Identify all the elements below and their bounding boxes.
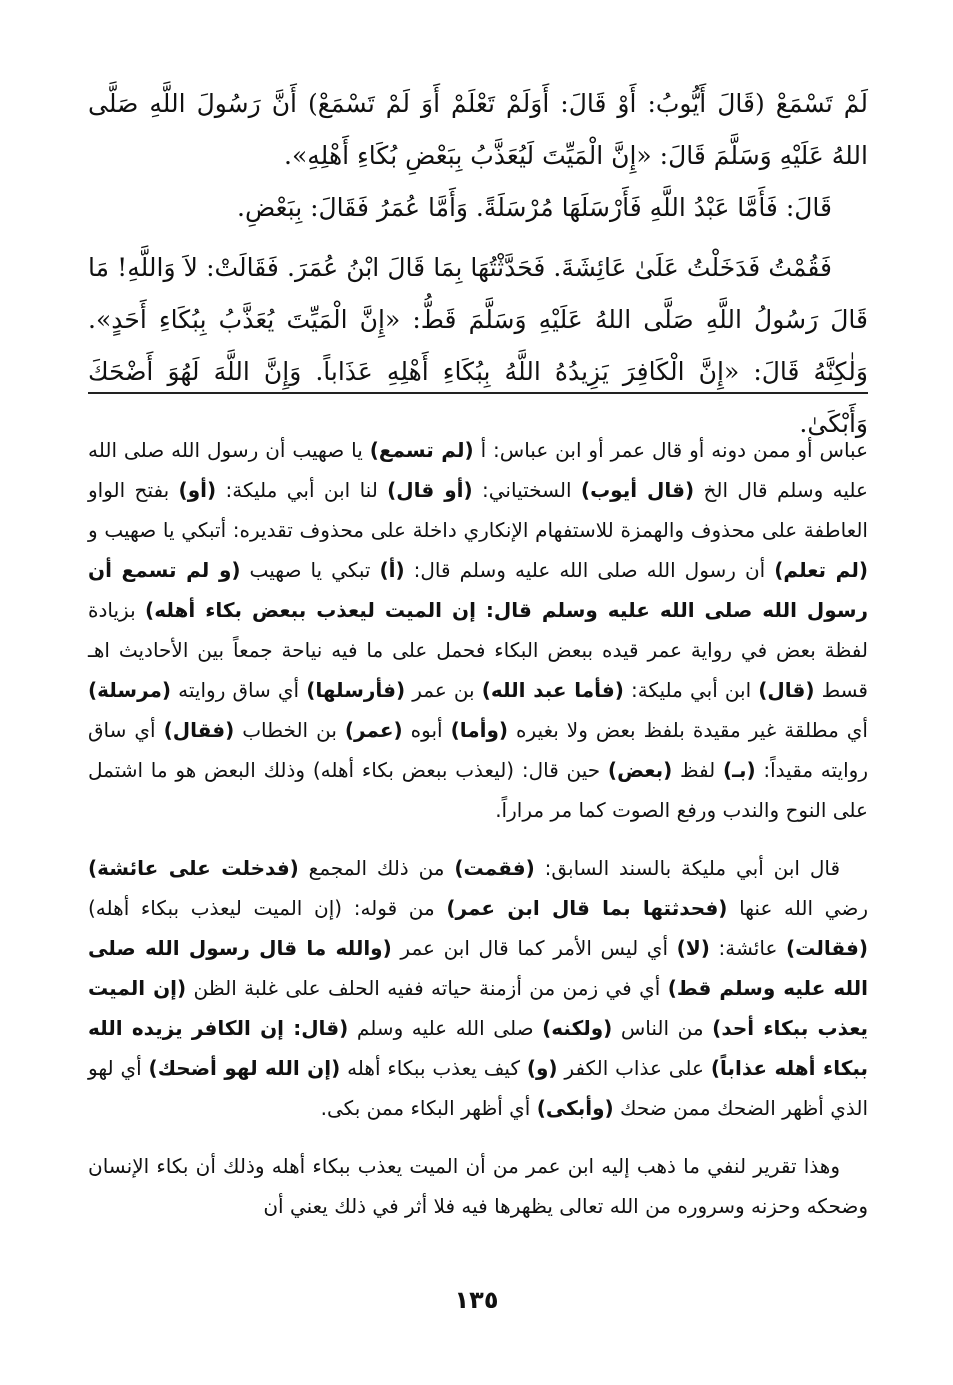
text-segment: يا صهيب أن رسول الله صلى الله عليه وسلم قال الخ — [88, 438, 868, 502]
bold-quote-segment: (وأبكى) — [536, 1096, 614, 1120]
text-segment: صلى الله عليه وسلم — [348, 1016, 543, 1040]
text-segment: عائشة: — [709, 936, 787, 960]
bold-quote-segment: (بـ) — [723, 758, 756, 782]
text-segment: لفظ — [672, 758, 723, 782]
bold-quote-segment: (فقمت) — [454, 856, 535, 880]
bold-quote-segment: (فأما عبد الله) — [481, 678, 624, 702]
text-segment: رضي الله عنها — [727, 896, 868, 920]
hadith-paragraph: لَمْ تَسْمَعْ (قَالَ أَيُّوبُ: أَوْ قَالَ: أَوَلَمْ تَعْلَمْ أَوَ لَمْ تَسْمَعْ) أَنَّ رَسُولَ اللَّهِ صَلَّى اللهُ عَلَيْهِ وَسَلَّمَ قَالَ: «إِنَّ الْمَيِّتَ لَيُعَذَّبُ بِبَعْضِ بُكَاءِ أَهْلِهِ». — [88, 89, 868, 170]
text-segment: قال ابن أبي مليكة بالسند السابق: — [534, 856, 841, 880]
text-segment: أي ساق روايته — [171, 678, 307, 702]
bold-quote-segment: (إن الميت يعذب ببكاء أحد) — [88, 976, 868, 1040]
bold-quote-segment: (أ) — [379, 558, 405, 582]
text-segment: من قوله: (إن الميت ليعذب ببكاء أهله) — [88, 896, 447, 920]
bold-quote-segment: (أو) — [178, 478, 217, 502]
text-segment: السختياني: — [472, 478, 581, 502]
commentary-paragraph — [88, 430, 868, 830]
text-segment: أي مطلقة غير مقيدة بلفظ بعض ولا بغيره — [508, 718, 868, 742]
page-number: ١٣٥ — [454, 1286, 499, 1314]
text-segment: لنا ابن أبي مليكة: — [216, 478, 388, 502]
bold-quote-segment: (و لم تسمع أن رسول الله صلى الله عليه وسلم قال: إن الميت ليعذب ببعض بكاء أهله) — [88, 558, 868, 622]
text-segment: ابن أبي مليكة: — [623, 678, 759, 702]
bold-quote-segment: (بعض) — [607, 758, 673, 782]
commentary-paragraph — [88, 848, 868, 1128]
text-segment: من ذلك المجمع — [298, 856, 455, 880]
text-segment: بن عمر — [405, 678, 482, 702]
bold-quote-segment: (قال أيوب) — [580, 478, 695, 502]
text-segment: بزيادة لفظة بعض في رواية عمر قيده ببعض البكاء فحمل على ما فيه نياحة جمعاً بين الأحاديث اهـ قسط — [88, 598, 868, 702]
bold-quote-segment: (لم تسمع) — [369, 438, 474, 462]
bold-quote-segment: (و) — [526, 1056, 558, 1080]
hadith-paragraph: قَالَ: فَأَمَّا عَبْدُ اللَّهِ فَأَرْسَلَهَا مُرْسَلَةً. وَأَمَّا عُمَرُ فَقَالَ: بِبَعْضِ. — [237, 193, 832, 222]
commentary-paragraph — [88, 1146, 868, 1226]
text-segment: بن الخطاب — [234, 718, 345, 742]
footnote-divider — [88, 392, 868, 394]
bold-quote-segment: (فقالت) — [786, 936, 868, 960]
bold-quote-segment: (مرسلة) — [88, 678, 172, 702]
bold-quote-segment: (عمر) — [344, 718, 403, 742]
bold-quote-segment: (لم تعلم) — [774, 558, 869, 582]
hadith-paragraph: فَقُمْتُ فَدَخَلْتُ عَلَىٰ عَائِشَةَ. فَحَدَّثْتُهَا بِمَا قَالَ ابْنُ عُمَرَ. فَقَالَتْ: لاَ وَاللَّهِ! مَا قَالَ رَسُولُ اللَّهِ صَلَّى اللهُ عَلَيْهِ وَسَلَّمَ قَطُّ: «إِنَّ الْمَيِّتَ يُعَذَّبُ بِبُكَاءِ أَحَدٍ». وَلٰكِنَّهُ قَالَ: «إِنَّ الْكَافِرَ يَزِيدُهُ اللَّهُ بِبُكَاءِ أَهْلِهِ عَذَاباً. وَإِنَّ اللَّهَ لَهُوَ أَضْحَكَ وَأَبْكَىٰ. — [88, 253, 868, 438]
text-segment: بفتح الواو العاطفة على محذوف والهمزة للاستفهام الإنكاري داخلة على محذوف تقديره: أتبكي يا صهيب و — [88, 478, 868, 542]
bold-quote-segment: (فحدثتها بما قال ابن عمر) — [446, 896, 728, 920]
text-segment: وهذا تقرير لنفي ما ذهب إليه ابن عمر من أن الميت يعذب ببكاء أهله وذلك أن بكاء الإنسان وضحكه وحزنه وسروره من الله تعالى يظهرها فيه فلا أثر في ذلك يعني أن — [88, 1154, 868, 1218]
bold-quote-segment: (وأما) — [450, 718, 509, 742]
bold-quote-segment: (قال: إن الكافر يزيده الله ببكاء أهله عذاباً) — [88, 1016, 869, 1080]
bold-quote-segment: (أو قال) — [387, 478, 473, 502]
text-segment: أي أظهر البكاء ممن بكى. — [320, 1096, 537, 1120]
text-segment: كيف يعذب ببكاء أهله — [340, 1056, 527, 1080]
bold-quote-segment: (فدخلت على عائشة) — [88, 856, 299, 880]
text-segment: أي ليس الأمر كما قال ابن عمر — [391, 936, 677, 960]
bold-quote-segment: (فأرسلها) — [306, 678, 406, 702]
bold-quote-segment: (والله ما قال رسول الله صلى الله عليه وسلم قط) — [88, 936, 869, 1000]
text-segment: أن رسول الله صلى الله عليه وسلم قال: — [404, 558, 775, 582]
bold-quote-segment: (لا) — [676, 936, 710, 960]
text-segment: أي لهو الذي أظهر الضحك ممن ضحك — [88, 1056, 868, 1120]
text-segment: أي ساق روايته مقيداً: — [88, 718, 868, 782]
text-segment: عباس أو ممن دونه أو قال عمر أو ابن عباس: أ — [473, 438, 869, 462]
bold-quote-segment: (فقال) — [163, 718, 235, 742]
text-segment: أي في زمن من أزمنة حياته ففيه الحلف على غلبة الظن — [186, 976, 668, 1000]
bold-quote-segment: (إن الله لهو أضحك) — [148, 1056, 341, 1080]
text-segment: أبوه — [402, 718, 451, 742]
hadith-text-block — [88, 78, 868, 450]
text-segment: على عذاب الكفر — [557, 1056, 711, 1080]
text-segment: من الناس — [612, 1016, 713, 1040]
text-segment: حين قال: (ليعذب ببعض بكاء أهله) وذلك البعض هو ما اشتمل على النوح والندب ورفع الصوت كما مر مراراً. — [88, 758, 868, 822]
text-segment: تبكي يا صهيب — [240, 558, 380, 582]
bold-quote-segment: (ولكنه) — [542, 1016, 613, 1040]
bold-quote-segment: (قال) — [758, 678, 815, 702]
commentary-block — [88, 430, 868, 1226]
